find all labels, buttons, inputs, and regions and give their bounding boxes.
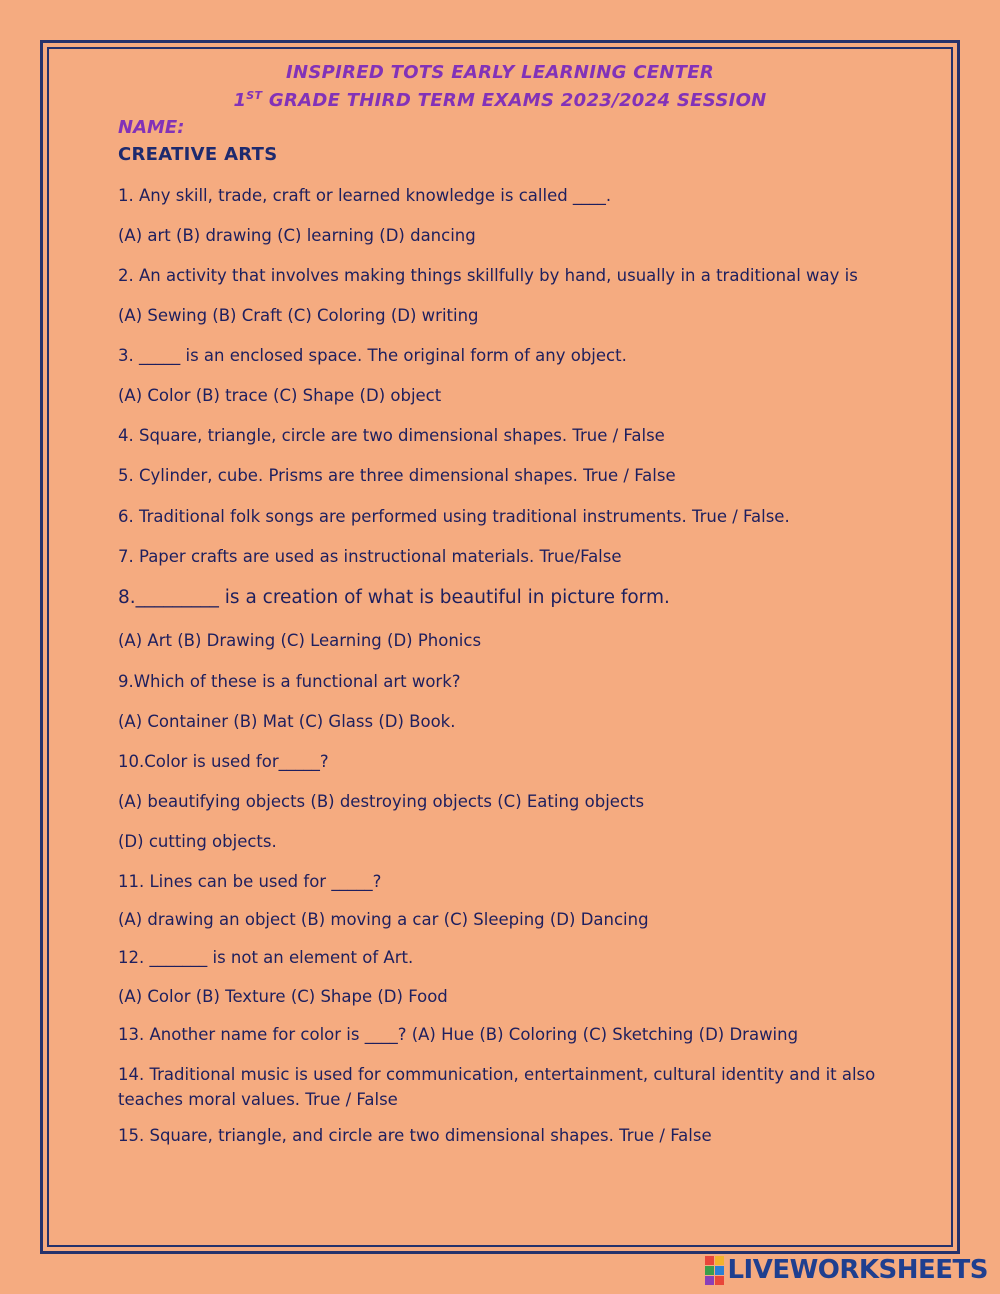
options-2: (A) Sewing (B) Craft (C) Coloring (D) writing [118,306,479,325]
name-label: NAME: [118,117,185,138]
question-14: 14. Traditional music is used for communication, entertainment, cultural identity and it also teaches moral values. True / False [118,1065,876,1109]
options-10: (A) beautifying objects (B) destroying objects (C) Eating objects [118,792,645,811]
exam-session: GRADE THIRD TERM EXAMS 2023/2024 SESSION [262,90,767,111]
question-12: 12. _______ is not an element of Art. [118,948,414,967]
question-4: 4. Square, triangle, circle are two dimensional shapes. True / False [118,426,665,445]
grade-number: 1 [233,90,247,111]
grade-ordinal: ST [246,89,263,102]
question-11: 11. Lines can be used for _____? [118,872,382,891]
options-12: (A) Color (B) Texture (C) Shape (D) Food [118,987,448,1006]
question-3: 3. _____ is an enclosed space. The original form of any object. [118,346,627,365]
question-15: 15. Square, triangle, and circle are two dimensional shapes. True / False [118,1126,712,1145]
question-8: 8._________ is a creation of what is beautiful in picture form. [118,587,670,608]
options-8: (A) Art (B) Drawing (C) Learning (D) Phonics [118,631,482,650]
school-name: INSPIRED TOTS EARLY LEARNING CENTER [285,62,715,83]
liveworksheets-logo-text: LIVEWORKSHEETS [727,1255,988,1285]
options-9: (A) Container (B) Mat (C) Glass (D) Book. [118,712,456,731]
question-13: 13. Another name for color is ____? (A) Hue (B) Coloring (C) Sketching (D) Drawing [118,1025,799,1044]
question-5: 5. Cylinder, cube. Prisms are three dimensional shapes. True / False [118,466,676,485]
options-10-continued: (D) cutting objects. [118,832,277,851]
options-3: (A) Color (B) trace (C) Shape (D) object [118,386,442,405]
exam-title [0,89,1000,111]
liveworksheets-logo-icon [705,1256,724,1285]
question-1: 1. Any skill, trade, craft or learned knowledge is called ____. [118,186,612,205]
question-9: 9.Which of these is a functional art work? [118,672,461,691]
question-2: 2. An activity that involves making things skillfully by hand, usually in a traditional way is [118,266,858,285]
question-6: 6. Traditional folk songs are performed using traditional instruments. True / False. [118,507,790,526]
options-1: (A) art (B) drawing (C) learning (D) dancing [118,226,476,245]
subject-title: CREATIVE ARTS [118,144,278,165]
question-10: 10.Color is used for_____? [118,752,329,771]
question-7: 7. Paper crafts are used as instructional materials. True/False [118,547,622,566]
liveworksheets-logo[interactable] [705,1255,988,1285]
options-11: (A) drawing an object (B) moving a car (C) Sleeping (D) Dancing [118,910,649,929]
